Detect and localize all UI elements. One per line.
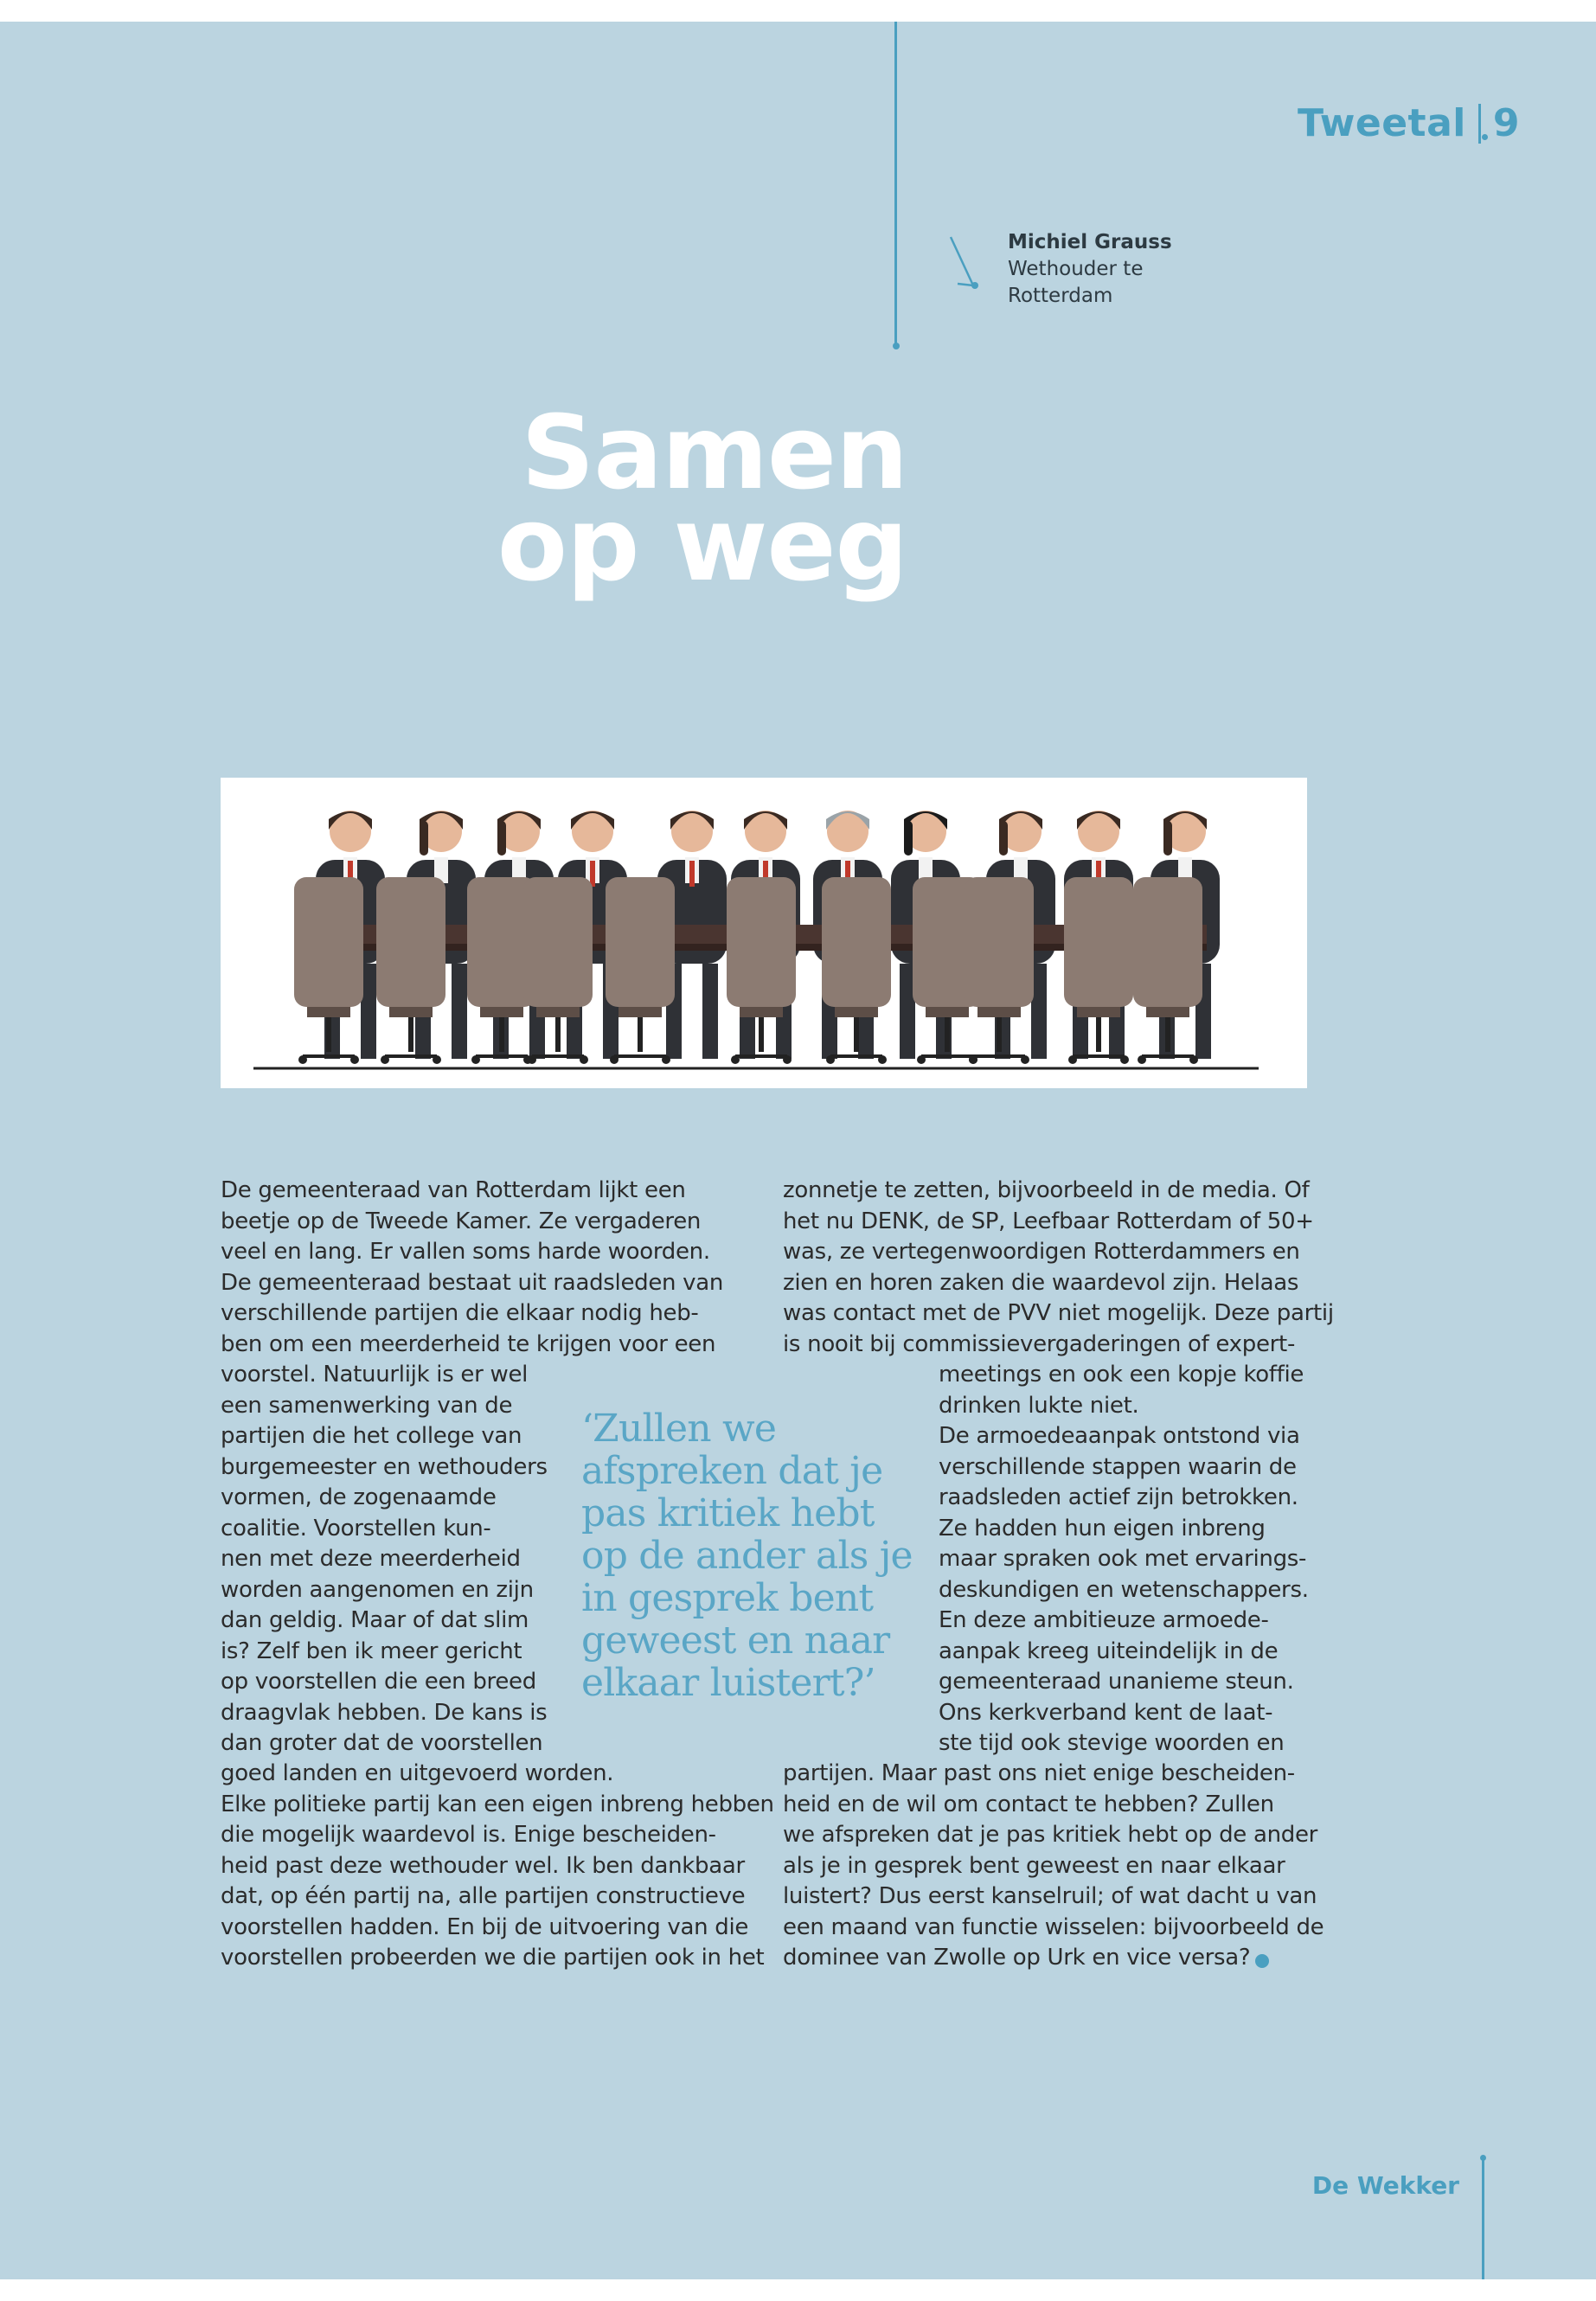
chair-seat xyxy=(307,1007,350,1017)
chair-stem xyxy=(555,1017,561,1052)
chair-seat xyxy=(835,1007,878,1017)
chair-wheel xyxy=(969,1055,977,1064)
chair-stem xyxy=(759,1017,764,1052)
chair-seat xyxy=(740,1007,783,1017)
chair-seat xyxy=(1146,1007,1189,1017)
chair-seat xyxy=(977,1007,1021,1017)
chair-wheel xyxy=(528,1055,536,1064)
magazine-page xyxy=(0,22,1596,2279)
chair-back xyxy=(727,877,796,1007)
chair-back xyxy=(1064,877,1133,1007)
chair-back xyxy=(822,877,891,1007)
chair-wheel xyxy=(350,1055,359,1064)
footer-divider-dot xyxy=(1480,2155,1486,2161)
person-hair-long xyxy=(999,821,1008,856)
meeting-illustration xyxy=(221,778,1307,1088)
chair-wheel xyxy=(610,1055,619,1064)
section-label: Tweetal xyxy=(1298,101,1466,145)
header-separator-dot xyxy=(1482,134,1488,140)
chair-seat xyxy=(389,1007,433,1017)
top-divider-dot xyxy=(893,343,900,349)
chair-stem xyxy=(1165,1017,1170,1052)
chair-back xyxy=(1133,877,1202,1007)
title-line2: op weg xyxy=(497,484,907,604)
chair-wheel xyxy=(298,1055,307,1064)
person-hair-long xyxy=(497,821,506,856)
chair-wheel xyxy=(471,1055,480,1064)
chair-wheel xyxy=(917,1055,926,1064)
chair-seat xyxy=(1077,1007,1120,1017)
chair-wheel xyxy=(1138,1055,1146,1064)
chair-stem xyxy=(854,1017,859,1052)
chair-back xyxy=(606,877,675,1007)
person-leg xyxy=(452,964,467,1059)
chair-wheel xyxy=(1021,1055,1029,1064)
person-hair-long xyxy=(1163,821,1172,856)
author-role-line2: Rotterdam xyxy=(1008,285,1113,307)
author-role-line1: Wethouder te xyxy=(1008,258,1144,280)
author-name: Michiel Grauss xyxy=(1008,231,1172,253)
chair-seat xyxy=(536,1007,580,1017)
chair-seat xyxy=(480,1007,523,1017)
meeting-table-image xyxy=(221,778,1307,1088)
footer-divider-line xyxy=(1482,2158,1484,2279)
chair-stem xyxy=(945,1017,950,1052)
chair-back xyxy=(376,877,445,1007)
article-col1-top: De gemeenteraad van Rotterdam lijkt een beetje op de Tweede Kamer. Ze vergaderen veel en lang. Er vallen soms harde woorden. De gemeenteraad bestaat uit raadsleden van verschillende partijen die elkaar nodig heb- ben om een meerderheid te krijgen voor een xyxy=(221,1177,724,1357)
chair-stem xyxy=(638,1017,643,1052)
chair-stem xyxy=(1096,1017,1101,1052)
author-pointer-icon xyxy=(947,234,982,303)
chair-back xyxy=(523,877,593,1007)
chair-wheel xyxy=(1189,1055,1198,1064)
chair-wheel xyxy=(381,1055,389,1064)
chair-wheel xyxy=(826,1055,835,1064)
person-hair-long xyxy=(904,821,913,856)
page-number: 9 xyxy=(1492,101,1520,145)
chair-wheel xyxy=(580,1055,588,1064)
article-col2-top: zonnetje te zetten, bijvoorbeeld in de media. Of het nu DENK, de SP, Leefbaar Rotterdam of 50+ was, ze vertegenwoordigen Rotterdammers en zien en horen zaken die waardevol zijn. Helaas was contact met de PVV niet mogelijk. Deze partij is nooit bij commissievergaderingen of expert- xyxy=(783,1177,1334,1357)
top-divider-line xyxy=(894,22,897,346)
person-tie xyxy=(590,861,595,887)
title-line1: Samen xyxy=(521,393,907,512)
chair-seat xyxy=(926,1007,969,1017)
chair-stem xyxy=(408,1017,413,1052)
chair-wheel xyxy=(878,1055,887,1064)
article-col2-bottom-wrap xyxy=(783,1759,1324,1974)
article-col1-narrow: voorstel. Natuurlijk is er wel een samenwerking van de partijen die het college van burgemeester en wethouders vormen, de zogenaamde coalitie. Voorstellen kun- nen met deze meerderheid worden aangenomen en zijn dan geldig. Maar of dat slim is? Zelf ben ik meer gericht op voorstellen die een breed draagvlak hebben. De kans is dan groter dat de voorstellen xyxy=(221,1362,548,1756)
end-of-article-dot-icon xyxy=(1255,1954,1269,1968)
article-title xyxy=(497,393,907,604)
chair-wheel xyxy=(433,1055,441,1064)
person-leg xyxy=(702,964,718,1059)
article-col2-narrow: meetings en ook een kopje koffie drinken lukte niet. De armoedeaanpak ontstond via verschillende stappen waarin de raadsleden actief zijn betrokken. Ze hadden hun eigen inbreng maar spraken ook met ervarings- deskundigen en wetenschappers. En deze ambitieuze armoede- aanpak kreeg uiteindelijk in de gemeenteraad unanieme steun. Ons kerkverband kent de laat- ste tijd ook stevige woorden en xyxy=(939,1362,1309,1756)
header-separator xyxy=(1478,104,1481,144)
article-col1-bottom: goed landen en uitgevoerd worden. Elke politieke partij kan een eigen inbreng hebben die mogelijk waardevol is. Enige bescheiden- heid past deze wethouder wel. Ik ben dankbaar dat, op één partij na, alle partijen constructieve voorstellen hadden. En bij de uitvoering van die voorstellen probeerden we die partijen ook in het xyxy=(221,1760,774,1971)
chair-wheel xyxy=(1068,1055,1077,1064)
pull-quote: ‘Zullen we afspreken dat je pas kritiek hebt op de ander als je in gesprek bent geweest en naar elkaar luistert?’ xyxy=(581,1407,913,1705)
chair-back xyxy=(965,877,1034,1007)
person-tie xyxy=(689,861,695,887)
author-info xyxy=(1008,229,1172,310)
article-col2-bottom: partijen. Maar past ons niet enige bescheiden- heid en de wil om contact te hebben? Zullen we afspreken dat je pas kritiek hebt op de ander als je in gesprek bent geweest en naar elkaar luistert? Dus eerst kanselruil; of wat dacht u van een maand van functie wisselen: bijvoorbeeld de dominee van Zwolle op Urk en vice versa? xyxy=(783,1760,1324,1971)
chair-wheel xyxy=(783,1055,792,1064)
person-hair-long xyxy=(420,821,428,856)
chair-stem xyxy=(499,1017,504,1052)
chair-wheel xyxy=(731,1055,740,1064)
chair-wheel xyxy=(662,1055,670,1064)
chair-back xyxy=(294,877,363,1007)
magazine-name: De Wekker xyxy=(1311,2171,1459,2200)
chair-stem xyxy=(997,1017,1002,1052)
chair-stem xyxy=(326,1017,331,1052)
chair-wheel xyxy=(1120,1055,1129,1064)
chair-seat xyxy=(619,1007,662,1017)
